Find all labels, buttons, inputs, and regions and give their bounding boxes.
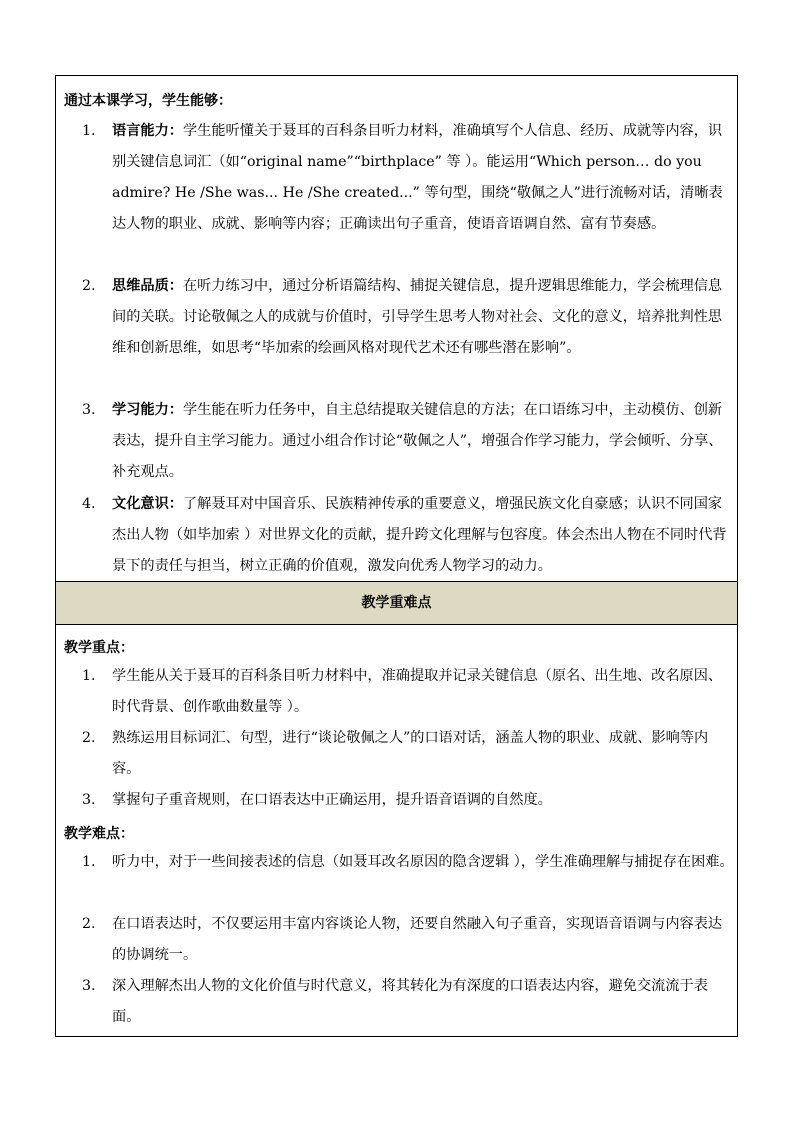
difficult-point-number: 1. xyxy=(82,854,96,870)
difficult-point-item xyxy=(82,909,734,971)
difficult-point-number: 3. xyxy=(82,978,96,994)
section-header: 教学重难点 xyxy=(56,581,737,625)
objective-label: 语言能力： xyxy=(112,123,183,139)
key-point-number: 2. xyxy=(82,730,96,746)
objective-number: 4. xyxy=(82,496,96,512)
objective-text: 学生能在听力任务中，自主总结提取关键信息的方法；在口语练习中，主动模仿、创新表达，提升自主学习能力。通过小组合作讨论“敬佩之人”，增强合作学习能力，学会倾听、分享、补充观点。 xyxy=(112,402,723,480)
difficult-point-text: 听力中，对于一些间接表述的信息（如聂耳改名原因的隐含逻辑 ），学生准确理解与捕捉存在困难。 xyxy=(112,854,734,870)
key-point-number: 1. xyxy=(82,668,96,684)
objective-label: 思维品质： xyxy=(112,278,183,294)
objective-text: 学生能听懂关于聂耳的百科条目听力材料，准确填写个人信息、经历、成就等内容，识别关键信息词汇（如“original name”“birthplace” 等 ）。能运用“Which person… do you admire? He /She was... He /She created...” 等句型，围绕“敬佩之人”进行流畅对话，清晰表达人物的职业、成就、影响等内容；正确读出句子重音，使语音语调自然、富有节奏感。 xyxy=(112,123,723,232)
objective-label: 学习能力： xyxy=(112,402,183,418)
objectives-cell xyxy=(56,76,737,581)
difficult-points-title: 教学难点： xyxy=(64,826,134,842)
difficult-point-number: 2. xyxy=(82,916,96,932)
objective-item-learning xyxy=(82,395,734,488)
key-point-text: 掌握句子重音规则，在口语表达中正确运用，提升语音语调的自然度。 xyxy=(112,792,552,808)
objective-item-language xyxy=(82,116,734,240)
objectives-intro: 通过本课学习，学生能够： xyxy=(64,93,232,109)
objective-text: 在听力练习中，通过分析语篇结构、捕捉关键信息，提升逻辑思维能力，学会梳理信息间的关联。讨论敬佩之人的成就与价值时，引导学生思考人物对社会、文化的意义，培养批判性思维和创新思维，如思考“毕加索的绘画风格对现代艺术还有哪些潜在影响”。 xyxy=(112,278,723,356)
objective-number: 2. xyxy=(82,278,96,294)
difficult-point-text: 在口语表达时，不仅要运用丰富内容谈论人物，还要自然融入句子重音，实现语音语调与内容表达的协调统一。 xyxy=(112,916,723,963)
key-points-title: 教学重点： xyxy=(64,640,134,656)
key-point-item xyxy=(82,723,734,785)
lesson-plan-table xyxy=(55,75,738,1037)
key-point-text: 学生能从关于聂耳的百科条目听力材料中，准确提取并记录关键信息（原名、出生地、改名原因、时代背景、创作歌曲数量等 ）。 xyxy=(112,668,723,715)
difficult-point-item xyxy=(82,971,734,1033)
key-point-item xyxy=(82,661,734,723)
key-difficult-points-cell xyxy=(56,625,737,1036)
objective-item-thinking xyxy=(82,271,734,364)
objective-number: 1. xyxy=(82,123,96,139)
key-point-number: 3. xyxy=(82,792,96,808)
objective-label: 文化意识： xyxy=(112,496,183,512)
objective-text: 了解聂耳对中国音乐、民族精神传承的重要意义，增强民族文化自豪感；认识不同国家杰出人物（如毕加索 ）对世界文化的贡献，提升跨文化理解与包容度。体会杰出人物在不同时代背景下的责任与担当，树立正确的价值观，激发向优秀人物学习的动力。 xyxy=(112,496,727,574)
key-point-item xyxy=(82,785,734,816)
difficult-point-item xyxy=(82,847,734,878)
difficult-point-text: 深入理解杰出人物的文化价值与时代意义，将其转化为有深度的口语表达内容，避免交流流于表面。 xyxy=(112,978,708,1025)
objective-item-culture xyxy=(82,489,734,582)
objective-number: 3. xyxy=(82,402,96,418)
key-point-text: 熟练运用目标词汇、句型，进行“谈论敬佩之人”的口语对话，涵盖人物的职业、成就、影响等内容。 xyxy=(112,730,709,777)
